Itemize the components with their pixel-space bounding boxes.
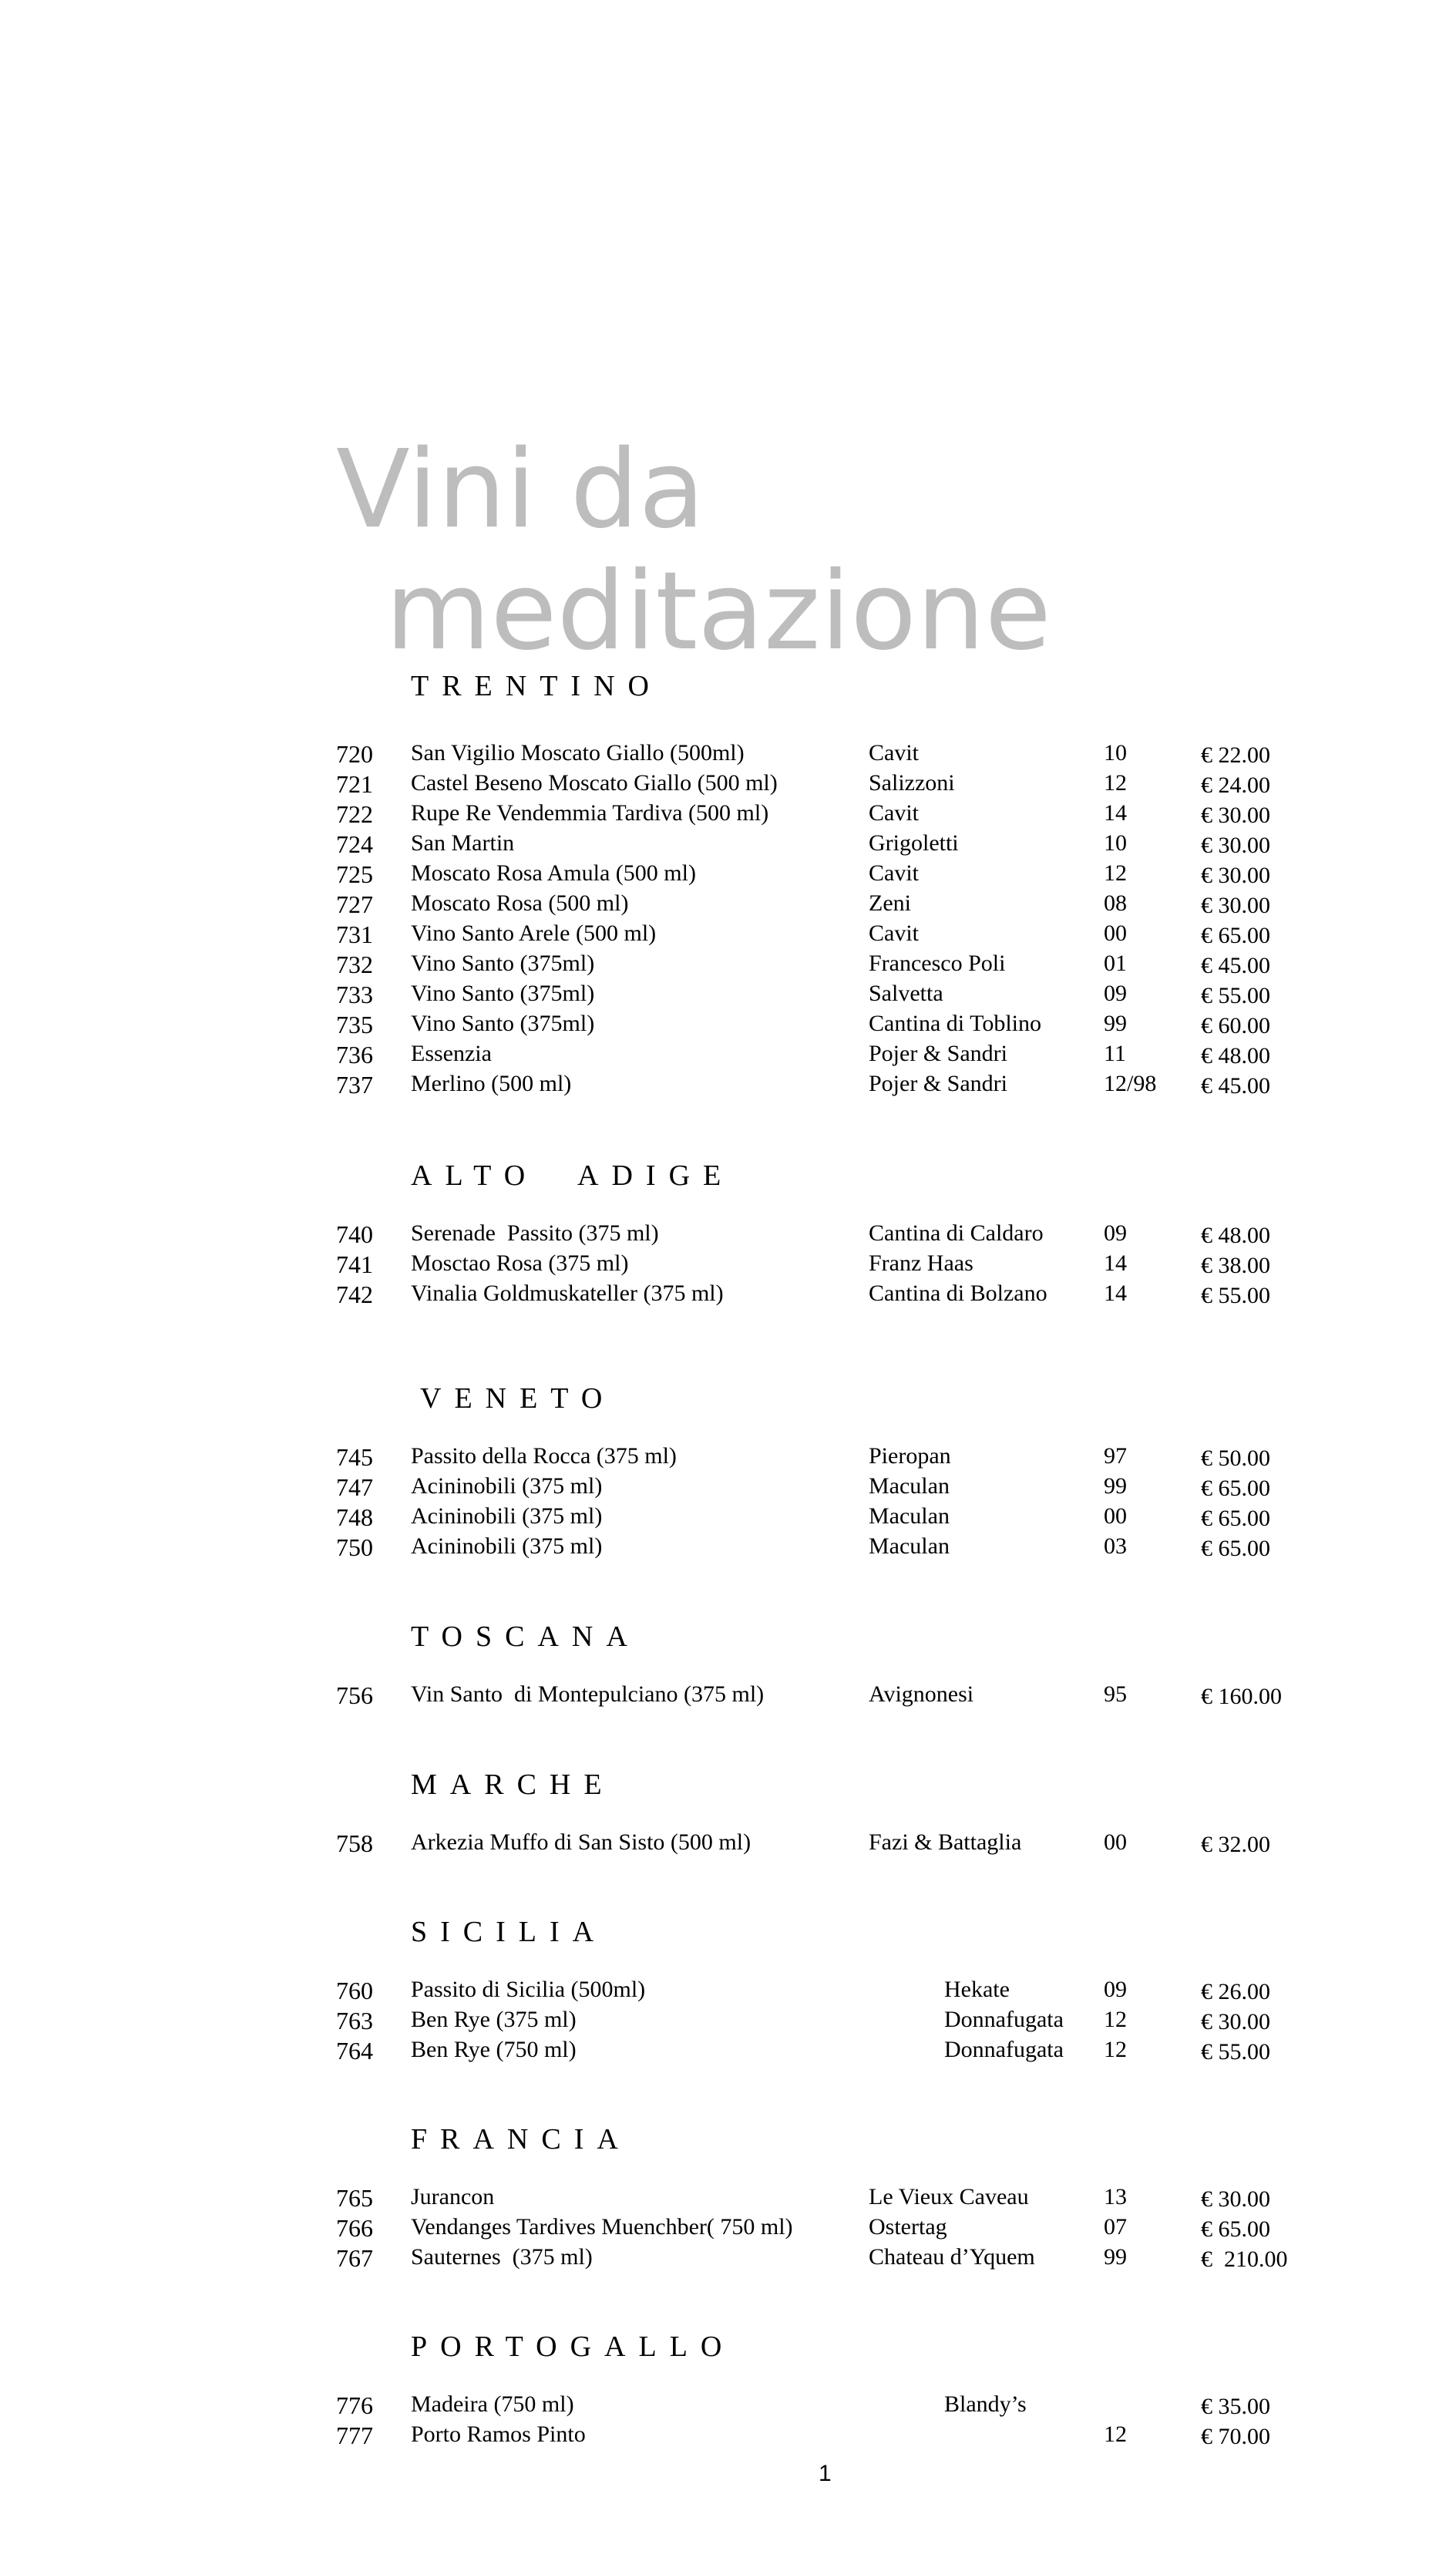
wine-producer: Chateau d’Yquem <box>869 2244 1035 2270</box>
wine-vintage: 11 <box>1104 1041 1126 1066</box>
wine-vintage: 13 <box>1104 2184 1127 2209</box>
wine-number: 727 <box>336 890 373 918</box>
wine-row <box>0 1250 1456 1281</box>
wine-number: 725 <box>336 860 373 888</box>
section-heading: FRANCIA <box>411 2123 631 2156</box>
wine-row <box>0 890 1456 920</box>
wine-producer: Maculan <box>869 1533 950 1559</box>
wine-price: € 32.00 <box>1201 1832 1270 1857</box>
wine-name: Essenzia <box>411 1041 492 1066</box>
wine-number: 733 <box>336 981 373 1008</box>
wine-vintage: 03 <box>1104 1533 1127 1559</box>
wine-row <box>0 770 1456 800</box>
wine-producer: Fazi & Battaglia <box>869 1829 1022 1855</box>
wine-vintage: 99 <box>1104 1473 1127 1499</box>
wine-producer: Francesco Poli <box>869 951 1006 976</box>
wine-name: Sauternes (375 ml) <box>411 2244 593 2270</box>
wine-row <box>0 920 1456 951</box>
wine-price: € 50.00 <box>1201 1445 1270 1471</box>
wine-name: Vinalia Goldmuskateller (375 ml) <box>411 1281 724 1306</box>
wine-price: € 22.00 <box>1201 742 1270 768</box>
wine-vintage: 07 <box>1104 2214 1127 2240</box>
wine-producer: Donnafugata <box>944 2007 1064 2032</box>
wine-producer: Maculan <box>869 1503 950 1529</box>
wine-vintage: 14 <box>1104 800 1127 826</box>
wine-price: € 55.00 <box>1201 983 1270 1008</box>
wine-number: 760 <box>336 1977 373 2004</box>
wine-price: € 38.00 <box>1201 1253 1270 1278</box>
wine-price: € 70.00 <box>1201 2424 1270 2449</box>
wine-price: € 24.00 <box>1201 772 1270 798</box>
wine-row <box>0 1681 1456 1711</box>
wine-row <box>0 1977 1456 2007</box>
section-heading: ALTO ADIGE <box>411 1159 735 1192</box>
wine-row <box>0 2184 1456 2214</box>
wine-name: Vino Santo (375ml) <box>411 981 595 1006</box>
wine-price: € 65.00 <box>1201 1506 1270 1531</box>
wine-name: Rupe Re Vendemmia Tardiva (500 ml) <box>411 800 769 826</box>
wine-vintage: 97 <box>1104 1443 1127 1469</box>
wine-price: € 45.00 <box>1201 1073 1270 1099</box>
wine-producer: Zeni <box>869 890 911 916</box>
wine-number: 736 <box>336 1041 373 1069</box>
wine-number: 766 <box>336 2214 373 2242</box>
wine-name: Vino Santo Arele (500 ml) <box>411 920 657 946</box>
wine-vintage: 09 <box>1104 1220 1127 1246</box>
wine-vintage: 09 <box>1104 981 1127 1006</box>
wine-producer: Cantina di Toblino <box>869 1011 1042 1036</box>
wine-price: € 48.00 <box>1201 1043 1270 1069</box>
wine-producer: Pojer & Sandri <box>869 1041 1007 1066</box>
wine-number: 777 <box>336 2421 373 2449</box>
wine-row <box>0 740 1456 770</box>
wine-number: 745 <box>336 1443 373 1471</box>
wine-name: Acininobili (375 ml) <box>411 1503 603 1529</box>
wine-number: 735 <box>336 1011 373 1038</box>
wine-row <box>0 1071 1456 1101</box>
wine-producer: Cavit <box>869 920 919 946</box>
wine-row <box>0 830 1456 860</box>
wine-vintage: 01 <box>1104 951 1127 976</box>
wine-vintage: 00 <box>1104 1829 1127 1855</box>
wine-price: € 30.00 <box>1201 833 1270 858</box>
wine-name: Vendanges Tardives Muenchber( 750 ml) <box>411 2214 793 2240</box>
wine-name: Madeira (750 ml) <box>411 2391 574 2417</box>
wine-number: 776 <box>336 2391 373 2419</box>
wine-price: € 48.00 <box>1201 1223 1270 1248</box>
section-heading: VENETO <box>420 1382 616 1415</box>
wine-number: 765 <box>336 2184 373 2212</box>
wine-producer: Le Vieux Caveau <box>869 2184 1029 2209</box>
wine-price: € 30.00 <box>1201 893 1270 918</box>
wine-number: 740 <box>336 1220 373 1248</box>
wine-number: 748 <box>336 1503 373 1531</box>
wine-price: € 30.00 <box>1201 803 1270 828</box>
wine-name: Acininobili (375 ml) <box>411 1473 603 1499</box>
wine-producer: Blandy’s <box>944 2391 1027 2417</box>
wine-price: € 65.00 <box>1201 1536 1270 1561</box>
wine-producer: Grigoletti <box>869 830 959 856</box>
wine-name: Moscato Rosa Amula (500 ml) <box>411 860 696 886</box>
wine-price: € 30.00 <box>1201 2009 1270 2034</box>
wine-price: € 35.00 <box>1201 2394 1270 2419</box>
wine-row <box>0 1220 1456 1250</box>
wine-producer: Cantina di Bolzano <box>869 1281 1047 1306</box>
wine-vintage: 95 <box>1104 1681 1127 1707</box>
wine-price: € 55.00 <box>1201 2039 1270 2065</box>
wine-row <box>0 2244 1456 2274</box>
wine-vintage: 00 <box>1104 920 1127 946</box>
wine-number: 731 <box>336 920 373 948</box>
wine-producer: Ostertag <box>869 2214 947 2240</box>
wine-row <box>0 1443 1456 1473</box>
wine-name: San Vigilio Moscato Giallo (500ml) <box>411 740 745 766</box>
wine-number: 737 <box>336 1071 373 1099</box>
wine-row <box>0 2037 1456 2067</box>
wine-price: € 45.00 <box>1201 953 1270 978</box>
wine-number: 742 <box>336 1281 373 1308</box>
wine-producer: Pieropan <box>869 1443 951 1469</box>
wine-price: € 65.00 <box>1201 1476 1270 1501</box>
wine-number: 763 <box>336 2007 373 2034</box>
wine-name: Moscato Rosa (500 ml) <box>411 890 629 916</box>
wine-number: 741 <box>336 1250 373 1278</box>
wine-name: Vino Santo (375ml) <box>411 1011 595 1036</box>
wine-vintage: 14 <box>1104 1250 1127 1276</box>
section-heading: TRENTINO <box>411 670 662 702</box>
wine-vintage: 00 <box>1104 1503 1127 1529</box>
wine-row <box>0 2421 1456 2452</box>
wine-name: Ben Rye (750 ml) <box>411 2037 577 2062</box>
wine-row <box>0 1011 1456 1041</box>
wine-row <box>0 951 1456 981</box>
wine-vintage: 12 <box>1104 2421 1127 2447</box>
wine-producer: Cantina di Caldaro <box>869 1220 1044 1246</box>
wine-price: € 60.00 <box>1201 1013 1270 1038</box>
wine-number: 764 <box>336 2037 373 2065</box>
wine-producer: Franz Haas <box>869 1250 973 1276</box>
section-heading: TOSCANA <box>411 1620 641 1653</box>
wine-number: 724 <box>336 830 373 858</box>
wine-producer: Cavit <box>869 800 919 826</box>
wine-name: Castel Beseno Moscato Giallo (500 ml) <box>411 770 778 796</box>
wine-price: € 26.00 <box>1201 1979 1270 2004</box>
wine-row <box>0 1281 1456 1311</box>
wine-name: Jurancon <box>411 2184 495 2209</box>
wine-vintage: 14 <box>1104 1281 1127 1306</box>
wine-name: San Martin <box>411 830 515 856</box>
wine-vintage: 12 <box>1104 770 1127 796</box>
wine-name: Arkezia Muffo di San Sisto (500 ml) <box>411 1829 752 1855</box>
wine-name: Vino Santo (375ml) <box>411 951 595 976</box>
wine-vintage: 10 <box>1104 830 1127 856</box>
wine-price: € 65.00 <box>1201 923 1270 948</box>
wine-number: 758 <box>336 1829 373 1857</box>
page-title-line-2: meditazione <box>385 549 1051 675</box>
wine-vintage: 10 <box>1104 740 1127 766</box>
wine-number: 722 <box>336 800 373 828</box>
wine-price: € 30.00 <box>1201 2186 1270 2212</box>
wine-name: Vin Santo di Montepulciano (375 ml) <box>411 1681 765 1707</box>
wine-producer: Avignonesi <box>869 1681 974 1707</box>
section-heading: MARCHE <box>411 1769 615 1801</box>
wine-number: 732 <box>336 951 373 978</box>
section-heading: SICILIA <box>411 1916 607 1948</box>
wine-row <box>0 800 1456 830</box>
wine-name: Ben Rye (375 ml) <box>411 2007 577 2032</box>
wine-row <box>0 2007 1456 2037</box>
wine-price: € 160.00 <box>1201 1684 1282 1709</box>
wine-vintage: 12/98 <box>1104 1071 1157 1096</box>
wine-producer: Pojer & Sandri <box>869 1071 1007 1096</box>
wine-name: Serenade Passito (375 ml) <box>411 1220 659 1246</box>
wine-producer: Cavit <box>869 860 919 886</box>
wine-price: € 65.00 <box>1201 2216 1270 2242</box>
wine-name: Porto Ramos Pinto <box>411 2421 586 2447</box>
wine-row <box>0 1473 1456 1503</box>
wine-row <box>0 860 1456 890</box>
wine-price: € 210.00 <box>1201 2246 1288 2272</box>
wine-producer: Salizzoni <box>869 770 955 796</box>
wine-price: € 55.00 <box>1201 1283 1270 1308</box>
wine-vintage: 09 <box>1104 1977 1127 2002</box>
wine-vintage: 08 <box>1104 890 1127 916</box>
wine-number: 750 <box>336 1533 373 1561</box>
wine-price: € 30.00 <box>1201 863 1270 888</box>
wine-row <box>0 1533 1456 1563</box>
wine-number: 747 <box>336 1473 373 1501</box>
wine-name: Mosctao Rosa (375 ml) <box>411 1250 629 1276</box>
wine-vintage: 99 <box>1104 1011 1127 1036</box>
wine-vintage: 12 <box>1104 2007 1127 2032</box>
wine-number: 721 <box>336 770 373 798</box>
wine-vintage: 12 <box>1104 860 1127 886</box>
wine-name: Passito della Rocca (375 ml) <box>411 1443 677 1469</box>
page-title-line-1: Vini da <box>336 427 705 553</box>
wine-number: 756 <box>336 1681 373 1709</box>
wine-producer: Donnafugata <box>944 2037 1064 2062</box>
page-number: 1 <box>819 2461 832 2486</box>
wine-row <box>0 1503 1456 1533</box>
wine-name: Passito di Sicilia (500ml) <box>411 1977 646 2002</box>
wine-row <box>0 2214 1456 2244</box>
wine-producer: Hekate <box>944 1977 1010 2002</box>
wine-vintage: 12 <box>1104 2037 1127 2062</box>
wine-row <box>0 1829 1456 1859</box>
wine-name: Acininobili (375 ml) <box>411 1533 603 1559</box>
wine-number: 720 <box>336 740 373 768</box>
wine-producer: Maculan <box>869 1473 950 1499</box>
wine-row <box>0 1041 1456 1071</box>
wine-number: 767 <box>336 2244 373 2272</box>
wine-row <box>0 981 1456 1011</box>
wine-producer: Cavit <box>869 740 919 766</box>
wine-producer: Salvetta <box>869 981 943 1006</box>
wine-vintage: 99 <box>1104 2244 1127 2270</box>
wine-name: Merlino (500 ml) <box>411 1071 572 1096</box>
wine-row <box>0 2391 1456 2421</box>
section-heading: PORTOGALLO <box>411 2331 735 2363</box>
